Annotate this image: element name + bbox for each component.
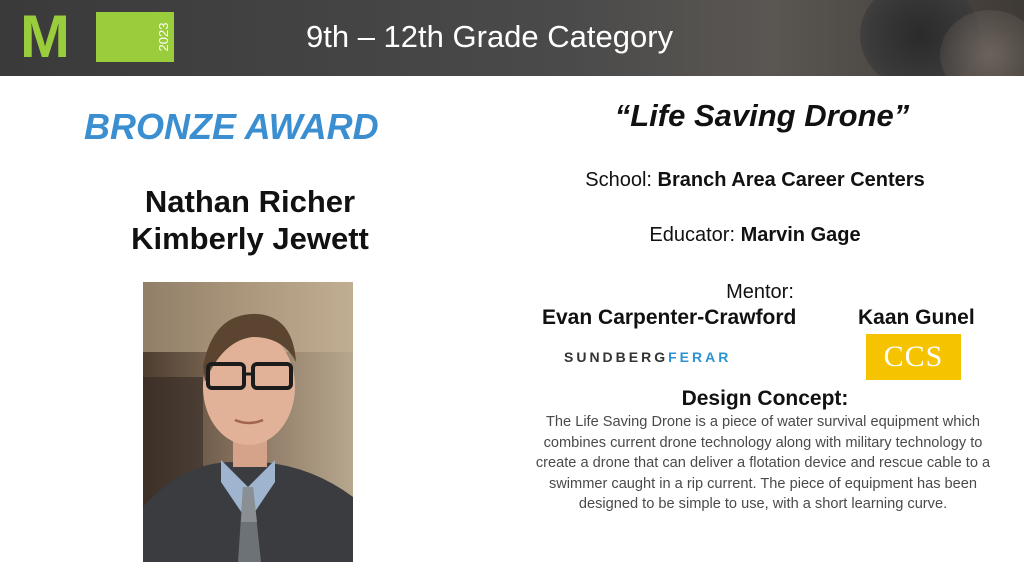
mentor-name: Evan Carpenter-Crawford xyxy=(542,306,797,329)
logo-letter: M xyxy=(20,3,68,70)
educator-value: Marvin Gage xyxy=(740,224,861,246)
student-name: Kimberly Jewett xyxy=(131,221,369,256)
portrait-image xyxy=(143,282,353,562)
student-name: Nathan Richer xyxy=(144,184,356,219)
logo-year: 2023 xyxy=(156,22,171,52)
sundberg-logo-text: SUNDBERG xyxy=(564,349,669,365)
header-banner xyxy=(0,0,1024,76)
educator-row xyxy=(500,224,1010,247)
school-value: Branch Area Career Centers xyxy=(657,169,925,191)
mentor-label: Mentor: xyxy=(726,281,794,303)
school-label: School: xyxy=(585,169,652,191)
student-names xyxy=(100,183,400,257)
school-row xyxy=(500,169,1010,192)
ferar-logo-text: FERAR xyxy=(668,349,732,365)
design-concept-body: The Life Saving Drone is a piece of water survival equipment which combines current drone technology along with military technology to create a drone that can deliver a flotation device and rescue cable to a swimmer caught in a rip current. The piece of equipment has been designed to be simple to use, with a short learning curve. xyxy=(535,414,991,512)
category-title: 9th – 12th Grade Category xyxy=(306,19,674,54)
ccs-logo: CCS xyxy=(866,334,961,380)
project-title: “Life Saving Drone” xyxy=(614,98,910,133)
award-title: BRONZE AWARD xyxy=(84,106,379,147)
educator-label: Educator: xyxy=(649,224,735,246)
mentor-name: Kaan Gunel xyxy=(858,306,975,329)
design-concept-heading: Design Concept: xyxy=(681,387,849,410)
student-photo xyxy=(143,282,353,562)
sundberg-ferar-logo xyxy=(564,349,731,365)
